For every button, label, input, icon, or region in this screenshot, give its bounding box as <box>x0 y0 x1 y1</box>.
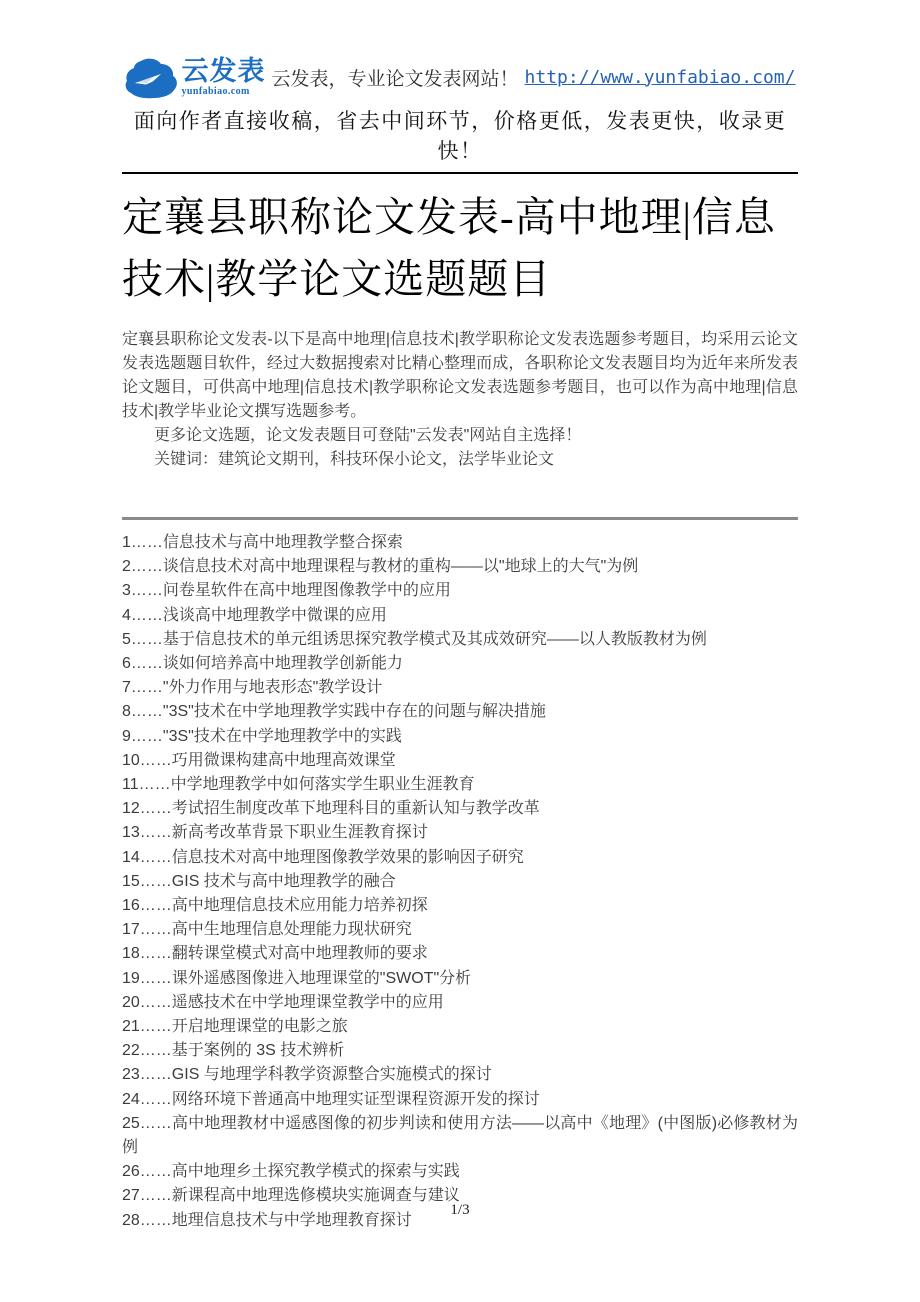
page-title: 定襄县职称论文发表-高中地理|信息技术|教学论文选题题目 <box>122 194 776 302</box>
topic-item: 18……翻转课堂模式对高中地理教师的要求 <box>122 945 428 963</box>
topic-item: 22……基于案例的 3S 技术辨析 <box>122 1042 345 1060</box>
cloud-paperplane-icon <box>125 54 179 100</box>
page-number: 1/3 <box>450 1202 470 1218</box>
topic-item: 1……信息技术与高中地理教学整合探索 <box>122 534 403 551</box>
topic-item: 20……遥感技术在中学地理课堂教学中的应用 <box>122 993 444 1011</box>
topic-item: 11……中学地理教学中如何落实学生职业生涯教育 <box>122 776 475 794</box>
logo-domain: yunfabiao.com <box>181 85 250 97</box>
topic-item: 13……新高考改革背景下职业生涯教育探讨 <box>122 824 428 842</box>
document-page <box>122 0 798 1233</box>
topic-item: 15……GIS 技术与高中地理教学的融合 <box>122 872 396 890</box>
brand-tagline: 云发表，专业论文发表网站！ <box>271 68 519 90</box>
intro-paragraph: 定襄县职称论文发表-以下是高中地理|信息技术|教学职称论文发表选题参考题目，均采用云论文发表选题题目软件，经过大数据搜索对比精心整理而成，各职称论文发表题目均为近年来所发表论文题目，可供高中地理|信息技术|教学职称论文发表选题参考题目，也可以作为高中地理|信息技术|教学毕业论文撰写选题参考。 <box>122 331 798 420</box>
topic-item: 16……高中地理信息技术应用能力培养初探 <box>122 897 428 915</box>
topic-item: 14……信息技术对高中地理图像教学效果的影响因子研究 <box>122 848 524 866</box>
topic-item: 12……考试招生制度改革下地理科目的重新认知与教学改革 <box>122 800 540 818</box>
topic-item: 4……浅谈高中地理教学中微课的应用 <box>122 606 387 624</box>
keywords-line: 关键词：建筑论文期刊，科技环保小论文，法学毕业论文 <box>154 451 555 468</box>
topic-list <box>122 531 798 1233</box>
topic-item: 9……"3S"技术在中学地理教学中的实践 <box>122 727 402 745</box>
topic-item: 6……谈如何培养高中地理教学创新能力 <box>122 655 403 673</box>
brand-slogan: 面向作者直接收稿，省去中间环节，价格更低，发表更快，收录更快！ <box>133 109 787 163</box>
topic-item: 8……"3S"技术在中学地理教学实践中存在的问题与解决措施 <box>122 703 546 721</box>
topic-item: 21……开启地理课堂的电影之旅 <box>122 1018 348 1036</box>
topic-item: 5……基于信息技术的单元组诱思探究教学模式及其成效研究——以人教版教材为例 <box>122 630 707 648</box>
topic-item: 24……网络环境下普通高中地理实证型课程资源开发的探讨 <box>122 1090 540 1108</box>
more-topics-line: 更多论文选题，论文发表题目可登陆"云发表"网站自主选择！ <box>154 427 582 444</box>
topic-item: 25……高中地理教材中遥感图像的初步判读和使用方法——以高中《地理》(中图版)必修教材为例 <box>122 1114 798 1157</box>
topic-item: 27……新课程高中地理选修模块实施调查与建议 <box>122 1187 460 1205</box>
topic-item: 26……高中地理乡土探究教学模式的探索与实践 <box>122 1163 460 1181</box>
topic-item: 19……课外遥感图像进入地理课堂的"SWOT"分析 <box>122 969 472 987</box>
topic-item: 3……问卷星软件在高中地理图像教学中的应用 <box>122 582 451 600</box>
topic-item: 17……高中生地理信息处理能力现状研究 <box>122 921 412 939</box>
topic-item: 28……地理信息技术与中学地理教育探讨 <box>122 1211 412 1229</box>
site-header <box>122 54 798 100</box>
site-url-link[interactable]: http://www.yunfabiao.com/ <box>524 66 796 88</box>
topic-item: 23……GIS 与地理学科教学资源整合实施模式的探讨 <box>122 1066 492 1084</box>
header-divider <box>122 172 798 174</box>
logo-text <box>181 55 266 97</box>
topic-item: 10……巧用微课构建高中地理高效课堂 <box>122 751 396 769</box>
topic-item: 2……谈信息技术对高中地理课程与教材的重构——以"地球上的大气"为例 <box>122 558 639 576</box>
yunfabiao-logo <box>125 54 266 100</box>
section-divider <box>122 517 798 520</box>
logo-wordmark: 云发表 <box>181 55 266 86</box>
topic-item: 7……"外力作用与地表形态"教学设计 <box>122 679 383 697</box>
